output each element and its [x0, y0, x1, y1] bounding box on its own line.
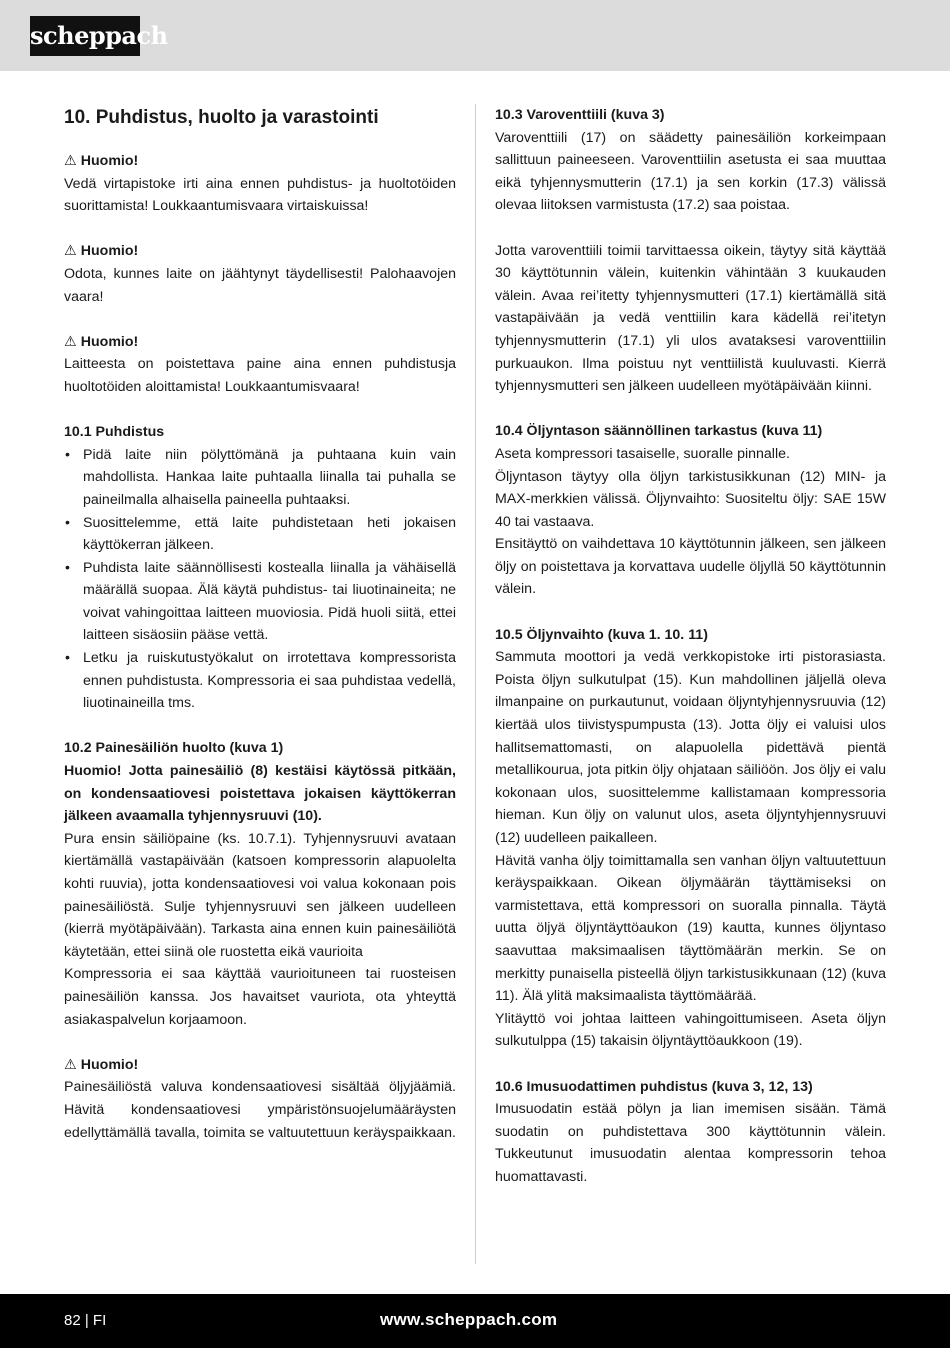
subsection-cleaning — [64, 421, 456, 715]
subsection-oil-level — [495, 420, 886, 601]
footer-bar — [0, 1294, 950, 1348]
subsection-title: 10.3 Varoventtiili (kuva 3) — [495, 107, 665, 123]
warning-title: Huomio! — [80, 333, 139, 350]
paragraph: Hävitä vanha öljy toimittamalla sen vanhan öljyn valtuutettuun keräyspaikkaan. Oikean öljymäärän täyttämiseksi on varmistettava, että kompressori on suoralla pinnalla. Täytä uutta öljyä öljyntäyttöaukon (19) kautta, kunnes öljyntaso saavuttaa maksimaalisen täyttömäärän merkin. Se on merkitty punaisella pisteellä öljyn tarkistusikkunaan (12) (kuva 11). Älä ylitä maksimaalista täyttömäärää. — [495, 852, 886, 1005]
subsection-title: 10.2 Painesäiliön huolto (kuva 1) — [64, 740, 284, 757]
paragraph: Pura ensin säiliöpaine (ks. 10.7.1). Tyhjennysruuvi avataan kiertämällä vastapäivään (katsoen kompressorin alapuolelta kohti ruuvia), jotta kondensaatiovesi voi valua kokonaan pois painesäiliöstä. Sulje tyhjennysruuvi sen jälkeen uudelleen (kierrä myötäpäivään). Tarkasta aina ennen kuin painesäiliötä käytetään, ettei siinä ole ruostetta eikä vaurioita — [64, 830, 456, 960]
warning-text: Laitteesta on poistettava paine aina ennen puhdistusja huoltotöiden aloittamista! Loukkaantumisvaara! — [64, 356, 456, 395]
list-item: • Pidä laite niin pölyttömänä ja puhtaana kuin vain mahdollista. Hankaa laite puhtaalla liinalla tai puhalla se paineilmalla alhaisella paineella puhtaaksi. — [65, 446, 456, 508]
subsection-oil-change — [495, 624, 886, 1053]
paragraph: Ylitäyttö voi johtaa laitteen vahingoittumiseen. Aseta öljyn sulkutulppa (15) takaisin öljyntäyttöaukkoon (19). — [495, 1010, 886, 1050]
subsection-title: 10.1 Puhdistus — [64, 424, 165, 441]
warning-text: Painesäiliöstä valuva kondensaatiovesi sisältää öljyjäämiä. Hävitä kondensaatiovesi ympäristönsuojelumääräysten edellyttämällä tavalla, toimita se valtuutettuun keräyspaikkaan. — [64, 1079, 456, 1141]
bullet-list — [64, 444, 456, 715]
warning-title: Huomio! — [80, 1056, 139, 1073]
warning-block — [64, 240, 456, 308]
subsection-intake-filter — [495, 1076, 886, 1189]
warning-icon: ⚠ — [64, 153, 77, 169]
subsection-tank-maintenance — [64, 737, 456, 1031]
paragraph: Jotta varoventtiili toimii tarvittaessa oikein, täytyy sitä käyttää 30 käyttötunnin välein, kuitenkin vähintään 3 kuukauden välein. Avaa rei’itetty tyhjennysmutteri (17.1) kiertämällä sitä vastapäivään ja vedä venttiilin kara kädellä rei’itetyn tyhjennysmutterin (17.1) yli ulos avataksesi varoventtiilin purkuaukon. Ilma poistuu nyt venttiilistä kuuluvasti. Kierrä tyhjennysmutteri sen jälkeen uudelleen myötäpäivään kiinni. — [495, 242, 886, 395]
paragraph: Kompressoria ei saa käyttää vaurioituneen tai ruosteisen painesäiliön kanssa. Jos havaitset vauriota, ota yhteyttä asiakaspalvelun korjaamoon. — [64, 966, 456, 1028]
section-title: 10. Puhdistus, huolto ja varastointi — [64, 107, 379, 128]
list-item: • Suosittelemme, että laite puhdistetaan heti jokaisen käyttökerran jälkeen. — [65, 514, 456, 554]
right-column — [495, 104, 886, 1189]
list-item: • Puhdista laite säännöllisesti kostealla liinalla ja vähäisellä määrällä suopaa. Älä käytä puhdistus- tai liuotinaineita; ne voivat vahingoittaa laitteen muoviosia. Pidä huoli siitä, ettei laitteen sisäosiin pääse vettä. — [65, 559, 456, 644]
warning-title: Huomio! — [80, 153, 139, 169]
warning-block — [64, 331, 456, 399]
warning-text: Odota, kunnes laite on jäähtynyt täydellisesti! Palohaavojen vaara! — [64, 265, 456, 305]
warning-icon: ⚠ — [64, 333, 77, 350]
warning-icon: ⚠ — [64, 1056, 77, 1073]
paragraph: Sammuta moottori ja vedä verkkopistoke irti pistorasiasta. Poista öljyn sulkutulpat (15). Kun mahdollinen jäljellä oleva ilmanpaine on purkautunut, voidaan öljyntyhjennysruuvia (12) kiertää ulos tiivistyspumpusta (13). Jotta öljy ei valuisi ulos hallitsemattomasti, on alapuolella pidettävä pientä metallikourua, jota pitkin öljy ohjataan säiliöön. Jos öljy ei valu kokonaan ulos, suosittelemme kallistamaan kompressoria hieman. Kun öljy on valunut ulos, aseta öljyntyhjennysruuvi (12) uudelleen paikalleen. — [495, 649, 886, 846]
warning-block — [64, 1054, 456, 1144]
warning-text: Vedä virtapistoke irti aina ennen puhdistus- ja huoltotöiden suorittamista! Loukkaantumisvaara virtaiskuissa! — [64, 175, 456, 215]
left-column — [64, 104, 456, 1144]
column-divider — [475, 104, 476, 1264]
paragraph: Ensitäyttö on vaihdettava 10 käyttötunnin jälkeen, sen jälkeen öljy on poistettava ja korvattava uudelle öljyllä 50 käyttötunnin välein. — [495, 536, 886, 598]
warning-icon: ⚠ — [64, 243, 77, 260]
list-item: • Letku ja ruiskutustyökalut on irrotettava kompressorista ennen puhdistusta. Kompressoria ei saa puhdistaa vedellä, liuotinaineilla tms. — [65, 650, 456, 712]
paragraph: Öljyntason täytyy olla öljyn tarkistusikkunan (12) MIN- ja MAX-merkkien välissä. Öljynvaihto: Suositeltu öljy: SAE 15W 40 tai vastaava. — [495, 468, 886, 530]
website-url: www.scheppach.com — [380, 1310, 558, 1329]
brand-logo: scheppach — [30, 16, 140, 56]
subsection-title: 10.4 Öljyntason säännöllinen tarkastus (kuva 11) — [495, 423, 823, 440]
header-bar — [0, 0, 950, 71]
paragraph: Imusuodatin estää pölyn ja lian imemisen sisään. Tämä suodatin on puhdistettava 300 käyttötunnin välein. Tukkeutunut imusuodatin alentaa kompressorin tehoa huomattavasti. — [495, 1101, 886, 1185]
subsection-safety-valve — [495, 104, 886, 398]
important-note: Huomio! Jotta painesäiliö (8) kestäisi käytössä pitkään, on kondensaatiovesi poistettava jokaisen käyttökerran jälkeen avaamalla tyhjennysruuvi (10). — [64, 763, 456, 825]
warning-block — [64, 150, 456, 218]
paragraph: Varoventtiili (17) on säädetty painesäiliön korkeimpaan sallittuun paineeseen. Varoventtiilin asetusta ei saa muuttaa eikä tyhjennysmutterin (17.1) ja sen korkin (17.3) välissä olevaa liitoksen varmistusta (17.2) saa poistaa. — [495, 129, 886, 214]
warning-title: Huomio! — [80, 243, 139, 260]
subsection-title: 10.6 Imusuodattimen puhdistus (kuva 3, 12, 13) — [495, 1078, 813, 1095]
subsection-title: 10.5 Öljynvaihto (kuva 1. 10. 11) — [495, 626, 708, 643]
page-number: 82 | FI — [64, 1312, 107, 1329]
paragraph: Aseta kompressori tasaiselle, suoralle pinnalle. — [495, 445, 790, 462]
